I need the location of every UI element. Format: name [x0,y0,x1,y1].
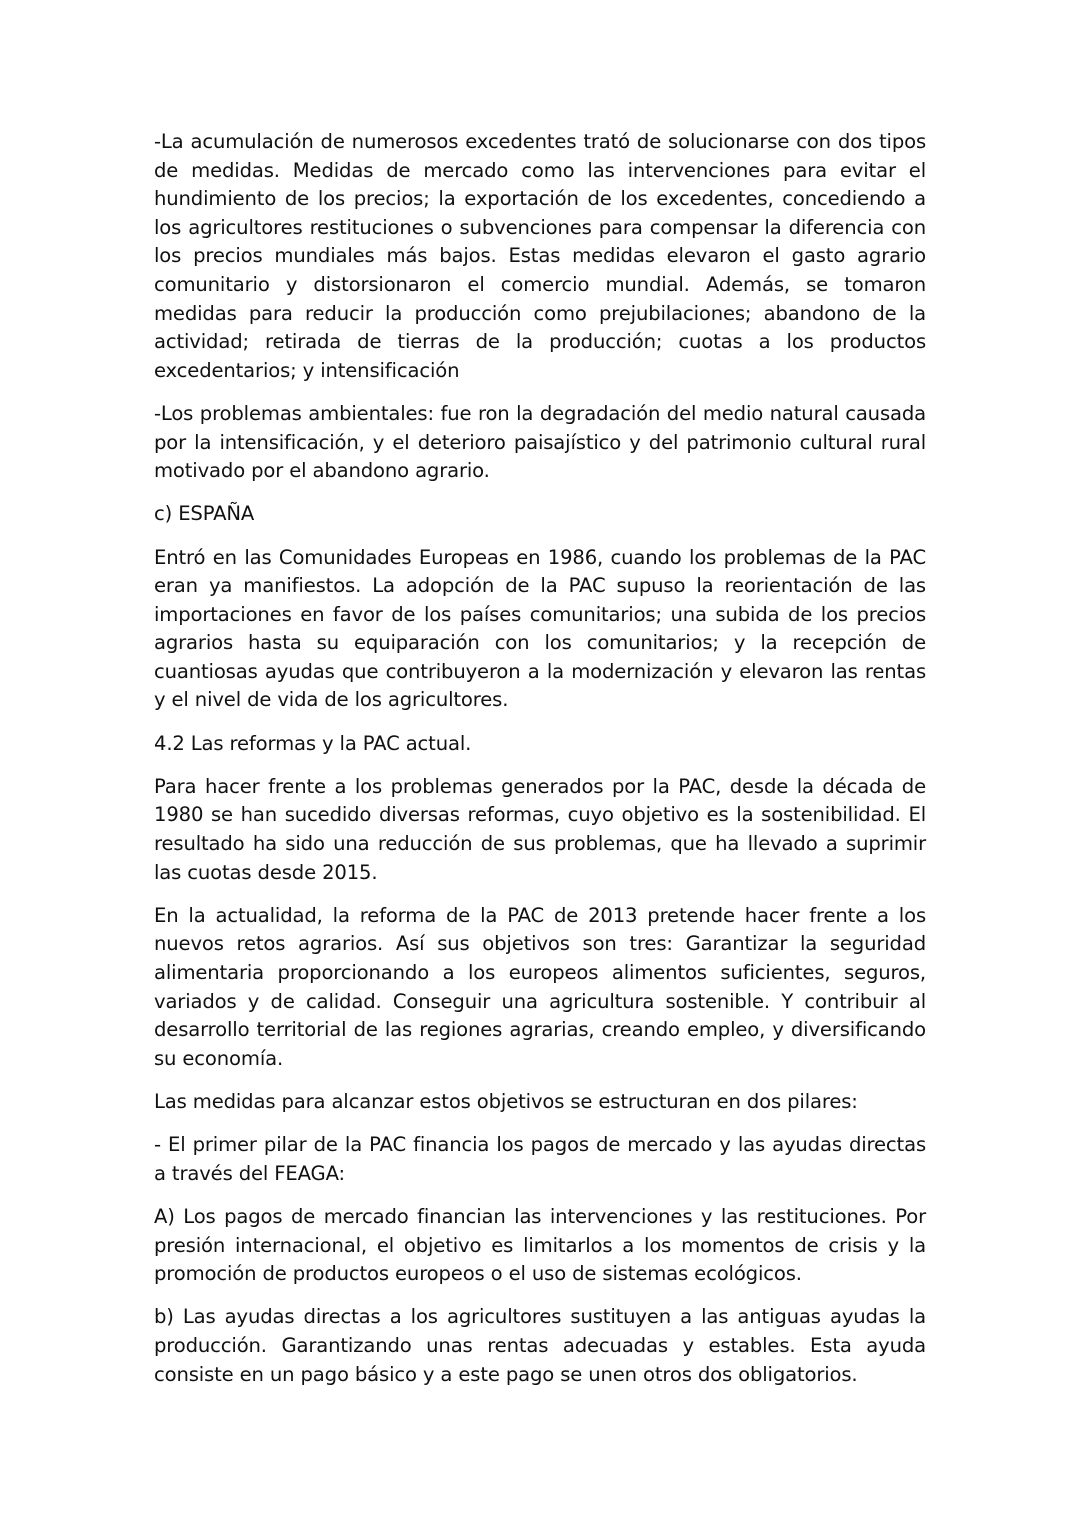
paragraph-excedentes: -La acumulación de numerosos excedentes trató de solucionarse con dos tipos de medidas. Medidas de mercado como las intervenciones para evitar el hundimiento de los precios; la exportación de los excedentes, concediendo a los agricultores restituciones o subvenciones para compensar la diferencia con los precios mundiales más bajos. Estas medidas elevaron el gasto agrario comunitario y distorsionaron el comercio mundial. Además, se tomaron medidas para reducir la producción como prejubilaciones; abandono de la actividad; retirada de tierras de la producción; cuotas a los productos excedentarios; y intensificación [154,130,926,382]
section-heading-espana: c) ESPAÑA [154,502,255,526]
paragraph-primer-pilar: - El primer pilar de la PAC financia los pagos de mercado y las ayudas directas a través del FEAGA: [154,1133,926,1185]
paragraph-problemas-ambientales: -Los problemas ambientales: fue ron la degradación del medio natural causada por la intensificación, y el deterioro paisajístico y del patrimonio cultural rural motivado por el abandono agrario. [154,401,926,483]
paragraph-pagos-mercado: A) Los pagos de mercado financian las intervenciones y las restituciones. Por presión internacional, el objetivo es limitarlos a los momentos de crisis y la promoción de productos europeos o el uso de sistemas ecológicos. [154,1204,926,1286]
paragraph-reforma-2013: En la actualidad, la reforma de la PAC de 2013 pretende hacer frente a los nuevos retos agrarios. Así sus objetivos son tres: Garantizar la seguridad alimentaria proporcionando a los europeos alimentos suficientes, seguros, variados y de calidad. Conseguir una agricultura sostenible. Y contribuir al desarrollo territorial de las regiones agrarias, creando empleo, y diversificando su economía. [154,903,926,1070]
paragraph-pilares: Las medidas para alcanzar estos objetivos se estructuran en dos pilares: [154,1089,858,1113]
paragraph-reformas: Para hacer frente a los problemas generados por la PAC, desde la década de 1980 se han sucedido diversas reformas, cuyo objetivo es la sostenibilidad. El resultado ha sido una reducción de sus problemas, que ha llevado a suprimir las cuotas desde 2015. [154,774,926,884]
document-page [154,128,926,1404]
section-heading-reformas: 4.2 Las reformas y la PAC actual. [154,731,472,755]
paragraph-espana: Entró en las Comunidades Europeas en 1986, cuando los problemas de la PAC eran ya manifiestos. La adopción de la PAC supuso la reorientación de las importaciones en favor de los países comunitarios; una subida de los precios agrarios hasta su equiparación con los comunitarios; y la recepción de cuantiosas ayudas que contribuyeron a la modernización y elevaron las rentas y el nivel de vida de los agricultores. [154,545,926,712]
paragraph-ayudas-directas: b) Las ayudas directas a los agricultores sustituyen a las antiguas ayudas la producción. Garantizando unas rentas adecuadas y estables. Esta ayuda consiste en un pago básico y a este pago se unen otros dos obligatorios. [154,1305,926,1386]
